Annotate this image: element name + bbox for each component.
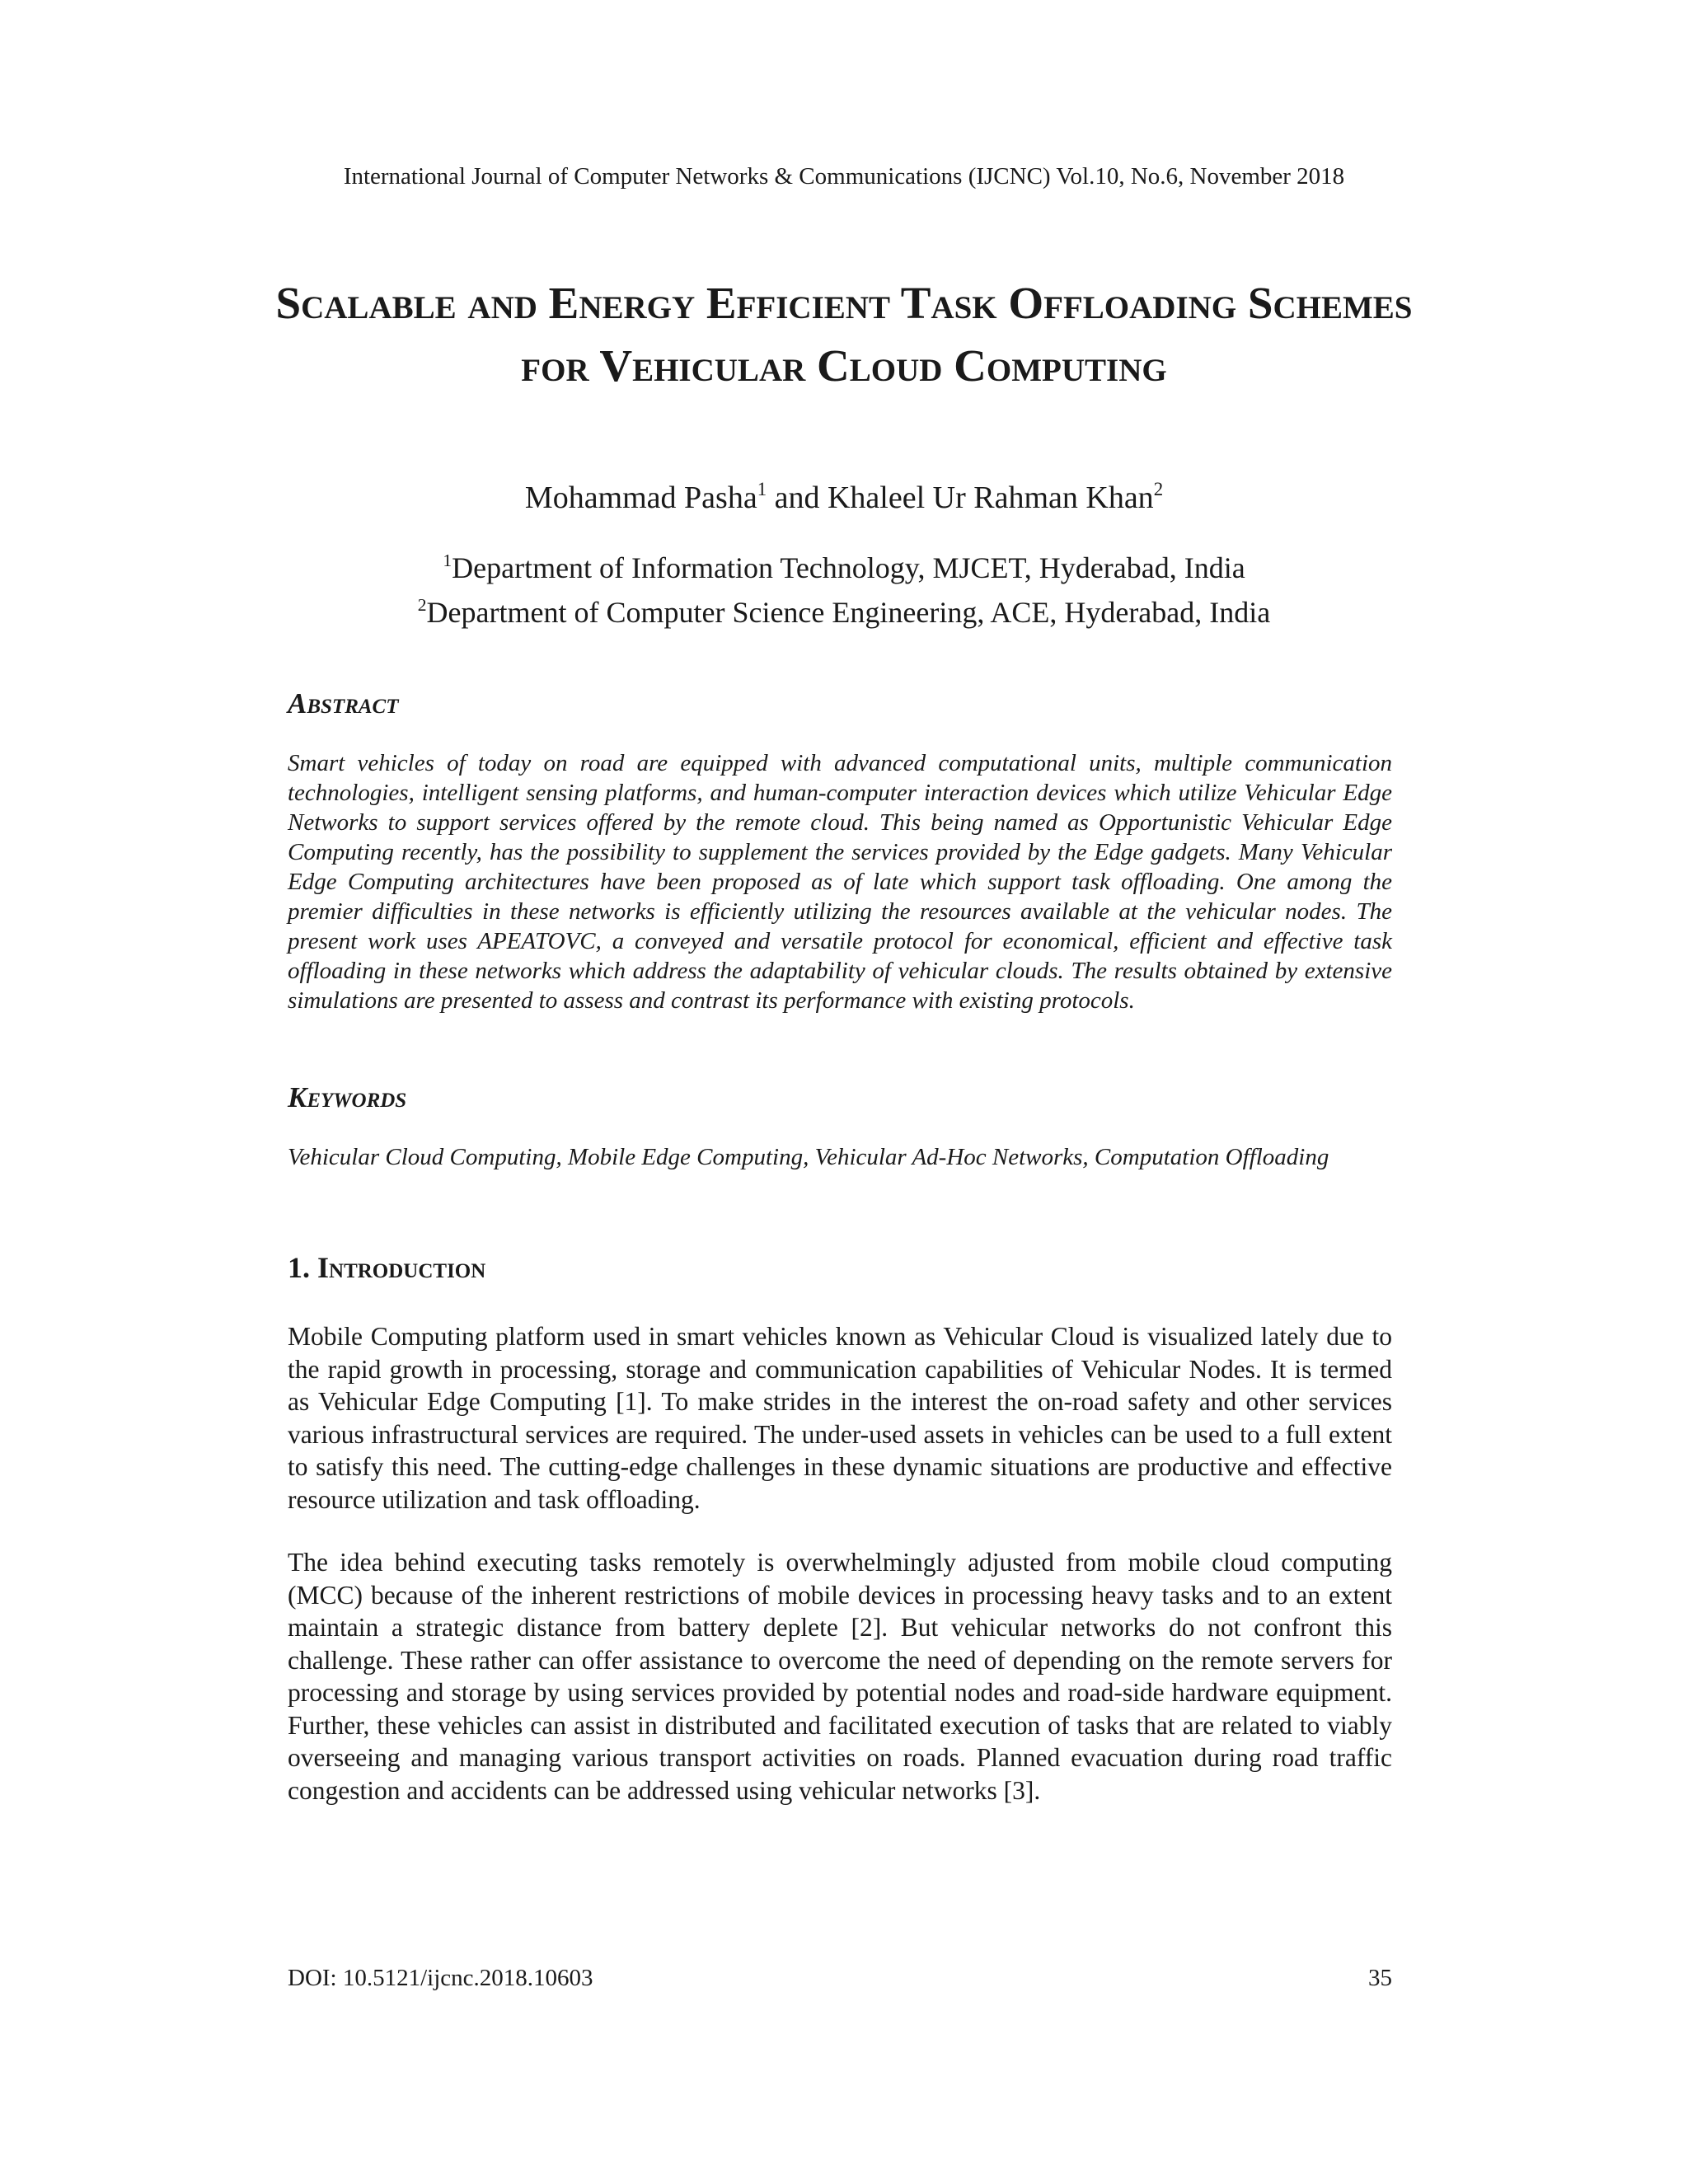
keywords-text: Vehicular Cloud Computing, Mobile Edge Computing, Vehicular Ad-Hoc Networks, Computation Offloading bbox=[288, 1144, 1329, 1170]
introduction-heading: 1. Introduction bbox=[288, 1251, 486, 1284]
doi: DOI: 10.5121/ijcnc.2018.10603 bbox=[288, 1965, 593, 1991]
paper-title: Scalable and Energy Efficient Task Offloading Schemes for Vehicular Cloud Computing bbox=[275, 278, 1413, 391]
affiliation bbox=[0, 593, 1688, 631]
abstract-heading: Abstract bbox=[288, 687, 399, 719]
introduction-paragraph: The idea behind executing tasks remotely is overwhelmingly adjusted from mobile cloud computing (MCC) because of the inherent restrictions of mobile devices in processing heavy tasks and to an extent maintain a strategic distance from battery deplete [2]. But vehicular networks do not confront this challenge. These rather can offer assistance to overcome the need of depending on the remote servers for processing and storage by using services provided by potential nodes and road-side hardware equipment. Further, these vehicles can assist in distributed and facilitated execution of tasks that are related to viably overseeing and managing various transport activities on roads. Planned evacuation during road traffic congestion and accidents can be addressed using vehicular networks [3]. bbox=[288, 1548, 1392, 1805]
page-number: 35 bbox=[1368, 1965, 1392, 1991]
author-name: Khaleel Ur Rahman Khan bbox=[827, 480, 1154, 515]
author-affiliation-marker: 1 bbox=[757, 479, 767, 500]
introduction-paragraph: Mobile Computing platform used in smart vehicles known as Vehicular Cloud is visualized lately due to the rapid growth in processing, storage and communication capabilities of Vehicular Nodes. It is termed as Vehicular Edge Computing [1]. To make strides in the interest the on-road safety and other services various infrastructural services are required. The under-used assets in vehicles can be used to a full extent to satisfy this need. The cutting-edge challenges in these dynamic situations are productive and effective resource utilization and task offloading. bbox=[288, 1322, 1392, 1514]
affiliation-text: Department of Information Technology, MJCET, Hyderabad, India bbox=[452, 551, 1245, 584]
keywords-heading: Keywords bbox=[288, 1081, 407, 1113]
author-affiliation-marker: 2 bbox=[1153, 479, 1164, 500]
affiliation-marker: 2 bbox=[417, 594, 427, 615]
affiliation-text: Department of Computer Science Engineering, ACE, Hyderabad, India bbox=[426, 596, 1271, 629]
author-conjunction: and bbox=[767, 480, 828, 515]
author-line bbox=[0, 478, 1688, 518]
affiliation bbox=[0, 549, 1688, 587]
running-head: International Journal of Computer Networks & Communications (IJCNC) Vol.10, No.6, November 2018 bbox=[343, 163, 1345, 190]
abstract-text: Smart vehicles of today on road are equipped with advanced computational units, multiple communication technologies, intelligent sensing platforms, and human-computer interaction devices which utilize Vehicular Edge Networks to support services offered by the remote cloud. This being named as Opportunistic Vehicular Edge Computing recently, has the possibility to supplement the services provided by the Edge gadgets. Many Vehicular Edge Computing architectures have been proposed as of late which support task offloading. One among the premier difficulties in these networks is efficiently utilizing the resources available at the vehicular nodes. The present work uses APEATOVC, a conveyed and versatile protocol for economical, efficient and effective task offloading in these networks which address the adaptability of vehicular clouds. The results obtained by extensive simulations are presented to assess and contrast its performance with existing protocols. bbox=[288, 750, 1392, 1014]
affiliation-marker: 1 bbox=[443, 550, 452, 570]
author-name: Mohammad Pasha bbox=[524, 480, 757, 515]
